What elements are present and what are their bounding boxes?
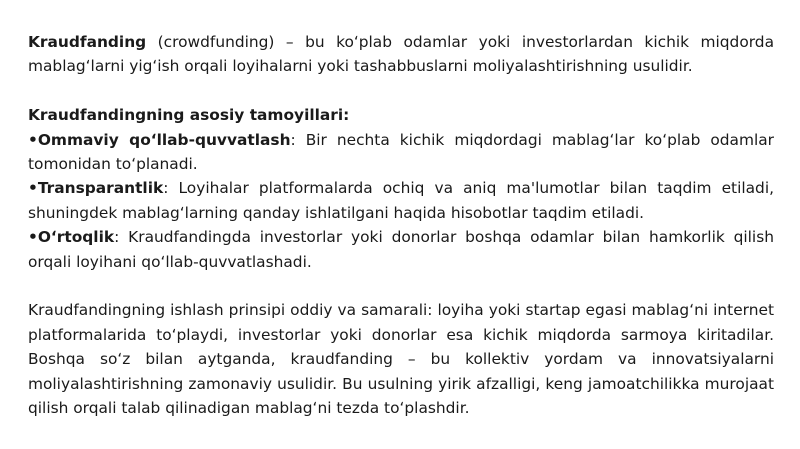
principle-text: : Loyihalar platformalarda ochiq va aniq ma'lumotlar bilan taqdim etiladi, shuningdek mablagʻlarning qanday ishlatilgani haqida hisobotlar taqdim etiladi. [28, 179, 774, 222]
principle-item-transparency [28, 176, 774, 225]
principle-title: Oʻrtoqlik [37, 228, 115, 247]
principle-item-partnership [28, 225, 774, 274]
document-body [28, 30, 774, 420]
principle-item-mass-support [28, 128, 774, 177]
intro-paragraph [28, 30, 774, 79]
principle-text: : Bir nechta kichik miqdordagi mablagʻlar koʻplab odamlar tomonidan toʻplanadi. [28, 130, 774, 174]
bullet: • [28, 179, 38, 198]
bullet: • [28, 228, 38, 247]
paragraph-gap [28, 274, 774, 298]
paragraph-gap [28, 79, 774, 103]
principle-text: : Kraudfandingda investorlar yoki donorlar boshqa odamlar bilan hamkorlik qilish orqali loyihani qoʻllab-quvvatlashadi. [28, 228, 774, 271]
principles-heading: Kraudfandingning asosiy tamoyillari: [28, 106, 350, 125]
conclusion-paragraph: Kraudfandingning ishlash prinsipi oddiy va samarali: loyiha yoki startap egasi mablagʻni internet platformalarida toʻplaydi, investorlar yoki donorlar esa kichik miqdorda sarmoya kiritadilar. Boshqa soʻz bilan aytganda, kraudfanding – bu kollektiv yordam va innovatsiyalarni moliyalashtirishning zamonaviy usulidir. Bu usulning yirik afzalligi, keng jamoatchilikka murojaat qilish orqali talab qilinadigan mablagʻni tezda toʻplashdir. [28, 301, 774, 418]
intro-term: Kraudfanding [28, 33, 147, 51]
principle-title: Ommaviy qoʻllab-quvvatlash [37, 130, 291, 149]
bullet: • [28, 130, 38, 149]
intro-text: (crowdfunding) – bu koʻplab odamlar yoki investorlardan kichik miqdorda mablagʻlarni yigʻish orqali loyihalarni yoki tashabbuslarni moliyalashtirishning usulidir. [28, 33, 774, 76]
principle-title: Transparantlik [37, 179, 164, 198]
